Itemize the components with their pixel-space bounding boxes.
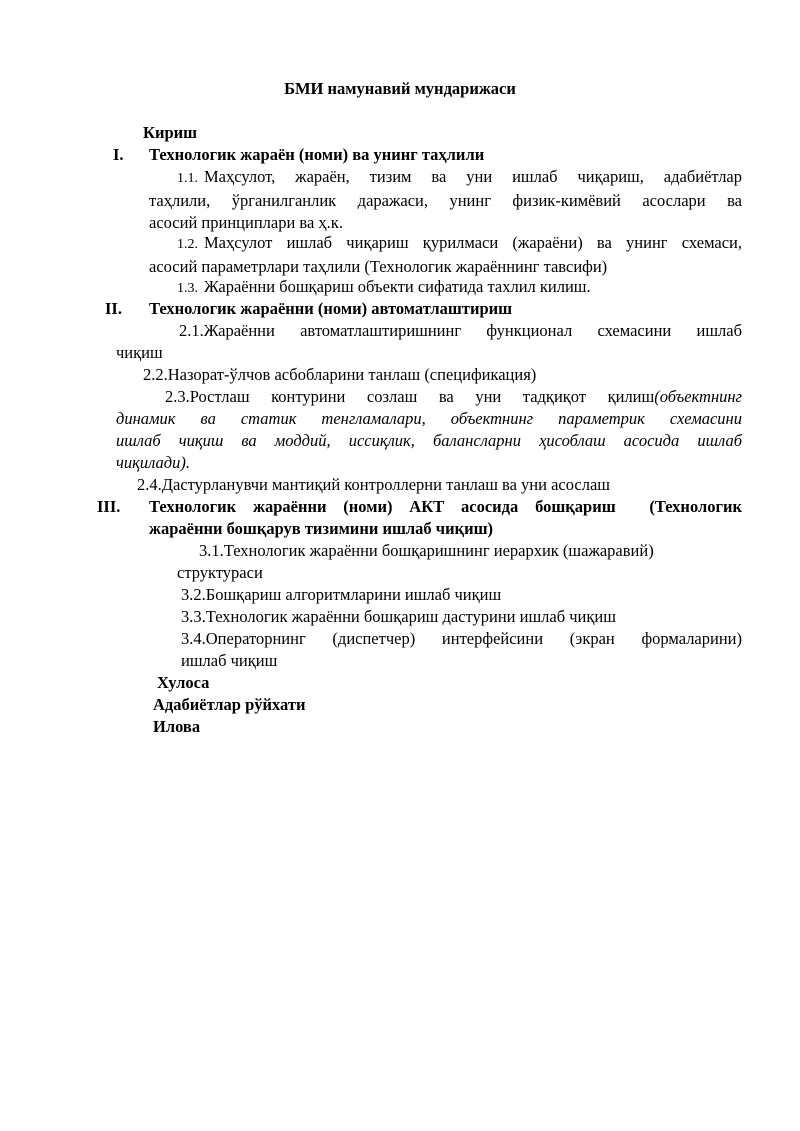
item-3-3: 3.3.Технологик жараённи бошқариш дастурини ишлаб чиқиш bbox=[181, 607, 616, 626]
item-1-1: 1.1. Маҳсулот, жараён, тизим ва уни ишлаб чиқариш, адабиётлар таҳлили, ўрганилганлик даражаси, унинг физик-кимёвий асослари ва асосий принциплари ва ҳ.к. bbox=[149, 167, 742, 232]
item-2-3: 2.3.Ростлаш контурини созлаш ва уни тадқиқот қилиш(объектнинг динамик ва статик тенгламалари, объектнинг параметрик схемасини ишлаб чиқиш ва моддий, иссиқлик, балансларни ҳисоблаш асосида ишлаб чиқилади). bbox=[116, 387, 742, 472]
section-3-roman: III. bbox=[97, 497, 121, 516]
item-3-4: 3.4.Операторнинг (диспетчер) интерфейсини (экран формаларини) ишлаб чиқиш bbox=[181, 629, 742, 670]
item-2-4: 2.4.Дастурланувчи мантиқий контроллерни танлаш ва уни асослаш bbox=[137, 475, 610, 494]
appendix-heading: Илова bbox=[153, 717, 201, 736]
item-1-2-number: 1.2. bbox=[177, 237, 198, 252]
section-2-heading: Технологик жараённи (номи) автоматлаштириш bbox=[149, 299, 513, 318]
item-1-2: 1.2. Маҳсулот ишлаб чиқариш қурилмаси (жараёни) ва унинг схемаси, асосий параметрлари таҳлили (Технологик жараённинг тавсифи) bbox=[149, 233, 742, 276]
item-1-1-number: 1.1. bbox=[177, 171, 198, 186]
section-3-heading: Технологик жараённи (номи) АКТ асосида бошқариш (Технологик жараённи бошқарув тизимини ишлаб чиқиш) bbox=[149, 497, 742, 538]
item-3-2: 3.2.Бошқариш алгоритмларини ишлаб чиқиш bbox=[181, 585, 502, 604]
item-2-2: 2.2.Назорат-ўлчов асбобларини танлаш (спецификация) bbox=[143, 365, 537, 384]
section-1-roman: I. bbox=[113, 145, 124, 164]
section-2-roman: II. bbox=[105, 299, 122, 318]
conclusion-heading: Хулоса bbox=[157, 673, 210, 692]
item-3-1-line2: структураси bbox=[177, 563, 263, 582]
intro-heading: Кириш bbox=[143, 123, 198, 142]
item-1-3-number: 1.3. bbox=[177, 281, 198, 296]
page-title: БМИ намунавий мундарижаси bbox=[284, 79, 516, 98]
item-3-1-line1: 3.1.Технологик жараённи бошқаришнинг иерархик (шажаравий) bbox=[199, 541, 654, 560]
item-2-1: 2.1.Жараённи автоматлаштиришнинг функционал схемасини ишлаб чиқиш bbox=[116, 321, 742, 362]
references-heading: Адабиётлар рўйхати bbox=[153, 695, 306, 714]
section-1-heading: Технологик жараён (номи) ва унинг таҳлили bbox=[149, 145, 485, 164]
item-1-3: 1.3. Жараённи бошқариш объекти сифатида тахлил килиш. bbox=[177, 277, 591, 296]
